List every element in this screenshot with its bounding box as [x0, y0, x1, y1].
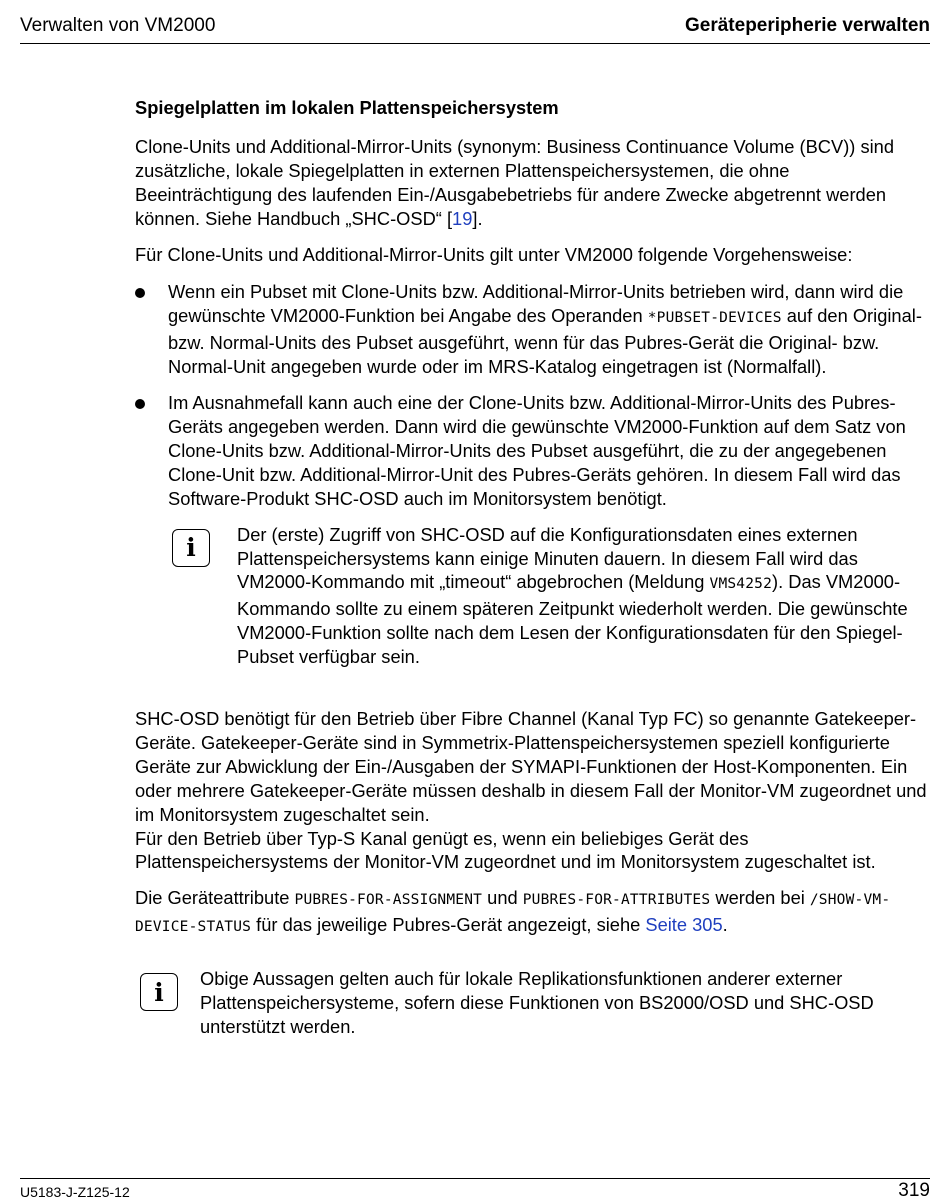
info-note-2-text: Obige Aussagen gelten auch für lokale Replikationsfunktionen anderer externer Plattenspeichersysteme, sofern diese Funktionen von BS2000/OSD und SHC-OSD unterstützt werden. — [200, 968, 874, 1037]
code-show-vm-device-status: /SHOW-VM-DEVICE-STATUS — [135, 892, 891, 936]
bullet-icon — [135, 288, 145, 298]
info-icon: i — [140, 973, 178, 1011]
page-content — [135, 96, 930, 1039]
code-pubres-for-assignment: PUBRES-FOR-ASSIGNMENT — [294, 892, 483, 909]
page-link-305[interactable]: Seite 305 — [645, 914, 723, 936]
bullet-icon — [135, 399, 145, 409]
bullet-1-code: *PUBSET-DEVICES — [647, 310, 782, 327]
attr-text-3: werden bei — [710, 887, 810, 909]
attr-text-4: für das jeweilige Pubres-Gerät angezeigt, siehe — [251, 914, 646, 936]
list-item — [135, 280, 930, 379]
header-chapter-title: Geräteperipherie verwalten — [685, 15, 930, 36]
message-code: VMS4252 — [709, 576, 773, 593]
reference-link-19[interactable]: 19 — [452, 207, 473, 229]
bullet-1-text-b: auf den Original- bzw. Normal-Units des Pubset ausgeführt, wenn für das Pubres-Gerät die Original- bzw. Normal-Unit angegeben wurde oder im MRS-Katalog eingetragen ist (Normalfall). — [168, 305, 922, 378]
code-pubres-for-attributes: PUBRES-FOR-ATTRIBUTES — [522, 892, 711, 909]
info-note-1 — [172, 523, 930, 669]
section-title: Spiegelplatten im lokalen Plattenspeichersystem — [135, 97, 559, 118]
attr-text-2: und — [482, 887, 523, 909]
info-note-1-text-b: ). Das VM2000-Kommando sollte zu einem späteren Zeitpunkt wiederholt werden. Die gewünschte VM2000-Funktion sollte nach dem Lesen der Konfigurationsdaten für den Spiegel-Pubset verfügbar sein. — [237, 571, 908, 668]
info-note-2 — [140, 967, 930, 1039]
paragraph-intro-end: ]. — [472, 207, 483, 229]
paragraph-intro — [135, 135, 930, 231]
footer-page-number: 319 — [898, 1180, 930, 1201]
page-footer — [20, 1178, 930, 1201]
paragraph-gatekeeper: SHC-OSD benötigt für den Betrieb über Fibre Channel (Kanal Typ FC) so genannte Gatekeeper-Geräte. Gatekeeper-Geräte sind in Symmetrix-Plattenspeichersystemen speziell konfigurierte Geräte zur Abwicklung der Ein-/Ausgaben der SYMAPI-Funktionen der Host-Komponenten. Ein oder mehrere Gatekeeper-Geräte müssen deshalb in diesem Fall der Monitor-VM zugeordnet und im Monitorsystem zugeschaltet sein. — [135, 708, 927, 825]
info-icon: i — [172, 529, 210, 567]
page-header — [20, 14, 930, 44]
info-note-1-text — [237, 523, 930, 669]
list-item — [135, 391, 930, 511]
bullet-2-text: Im Ausnahmefall kann auch eine der Clone-Units bzw. Additional-Mirror-Units des Pubres-Geräts angegeben werden. Dann wird die gewünschte VM2000-Funktion auf dem Satz von Clone-Units bzw. Additional-Mirror-Units des Pubset ausgeführt, die zu der angegebenen Clone-Unit bzw. Additional-Mirror-Unit des Pubres-Geräts gehören. In diesem Fall wird das Software-Produkt SHC-OSD auch im Monitorsystem benötigt. — [168, 392, 906, 509]
footer-doc-id: U5183-J-Z125-12 — [20, 1184, 130, 1200]
attr-text-1: Die Geräteattribute — [135, 887, 295, 909]
info-note-1-text-a: Der (erste) Zugriff von SHC-OSD auf die Konfigurationsdaten eines externen Plattenspeichersystems kann einige Minuten dauern. In diesem Fall wird das VM2000-Kommando mit „timeout“ abgebrochen (Meldung — [237, 523, 858, 593]
bullet-list — [135, 280, 930, 510]
paragraph-procedure: Für Clone-Units und Additional-Mirror-Units gilt unter VM2000 folgende Vorgehensweise: — [135, 243, 853, 265]
header-manual-title: Verwalten von VM2000 — [20, 15, 216, 36]
paragraph-device-attributes — [135, 886, 930, 940]
attr-text-5: . — [722, 914, 728, 936]
paragraph-intro-text: Clone-Units und Additional-Mirror-Units (synonym: Business Continuance Volume (BCV)) sind zusätzliche, lokale Spiegelplatten in externen Plattenspeichersystemen, die ohne Beeinträchtigung des laufenden Ein-/Ausgabebetriebs für andere Zwecke abgetrennt werden können. Siehe Handbuch „SHC-OSD“ [ — [135, 135, 894, 229]
paragraph-type-s: Für den Betrieb über Typ-S Kanal genügt es, wenn ein beliebiges Gerät des Plattenspeichersystems der Monitor-VM zugeordnet und im Monitorsystem zugeschaltet ist. — [135, 827, 876, 873]
bullet-1-text-a: Wenn ein Pubset mit Clone-Units bzw. Additional-Mirror-Units betrieben wird, dann wird die gewünschte VM2000-Funktion bei Angabe des Operanden — [168, 281, 904, 327]
